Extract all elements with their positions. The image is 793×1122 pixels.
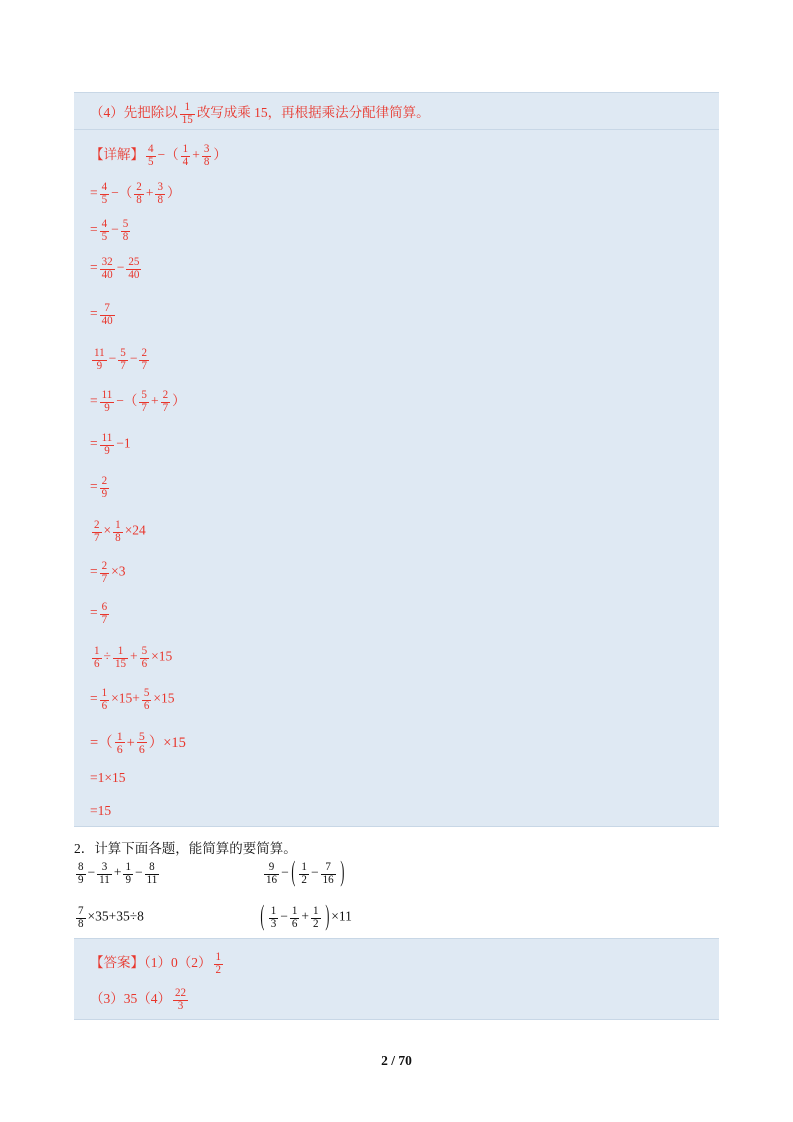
fraction: $\frac{4}{5}$ bbox=[148, 143, 154, 169]
solution-label: 【详解】 bbox=[90, 147, 144, 162]
page-footer bbox=[0, 1053, 793, 1069]
hint-line bbox=[90, 101, 430, 127]
answer-fraction: $\frac{22}{3}$ bbox=[175, 987, 187, 1013]
hint-fraction: $\frac{1}{15}$ bbox=[181, 101, 193, 127]
solution-step: = $\frac{7}{40}$ bbox=[90, 302, 113, 327]
answer-line bbox=[90, 951, 225, 977]
solution-step: =1×15 bbox=[90, 770, 126, 785]
solution-step: = $\frac{4}{5}$ −（ $\frac{2}{8}$ + $\frac{3}{8}$ ） bbox=[90, 181, 181, 207]
fraction: $\frac{1}{4}$ bbox=[182, 143, 189, 169]
answer-line2-prefix: （3）35（4） bbox=[90, 991, 171, 1006]
exercise-item: $\frac{8}{9}$ − $\frac{3}{11}$ + $\frac{1}{9}$ − $\frac{8}{11}$ bbox=[78, 861, 158, 886]
solution-step: = $\frac{2}{7}$ ×3 bbox=[90, 560, 126, 585]
divider bbox=[74, 129, 719, 130]
solution-step: = $\frac{6}{7}$ bbox=[90, 601, 108, 626]
page-number: 2 / 70 bbox=[381, 1053, 412, 1068]
fraction: $\frac{3}{8}$ bbox=[203, 143, 210, 169]
question-2-title: 2．计算下面各题，能简算的要简算。 bbox=[74, 841, 297, 856]
solution-step: = $\frac{2}{9}$ bbox=[90, 475, 108, 500]
solution-step: $\frac{11}{9}$ − $\frac{5}{7}$ − $\frac{2}{7}$ bbox=[94, 347, 147, 372]
solution-step: =15 bbox=[90, 803, 112, 818]
hint-prefix: （4）先把除以 bbox=[90, 105, 178, 120]
answer-line1-prefix: （1）0（2） bbox=[144, 955, 212, 970]
solution-step: = $\frac{11}{9}$ −（ $\frac{5}{7}$ + $\frac{2}{7}$ ） bbox=[90, 389, 186, 415]
solution-step: $\frac{1}{6}$ ÷ $\frac{1}{15}$ + $\frac{5}{6}$ ×15 bbox=[94, 645, 173, 670]
solution-step: $\frac{2}{7}$ × $\frac{1}{8}$ ×24 bbox=[94, 519, 146, 544]
exercise-item: ( $\frac{1}{3}$ − $\frac{1}{6}$ + $\frac{1}{2}$ ) ×11 bbox=[260, 900, 352, 933]
solution-step: = $\frac{32}{40}$ − $\frac{25}{40}$ bbox=[90, 256, 140, 281]
answer-label: 【答案】 bbox=[90, 955, 144, 970]
answer-block bbox=[74, 938, 719, 1020]
solution-step: = $\frac{4}{5}$ − $\frac{5}{8}$ bbox=[90, 218, 129, 243]
solution-step: = $\frac{1}{6}$ ×15+ $\frac{5}{6}$ ×15 bbox=[90, 687, 175, 712]
hint-suffix: 改写成乘 15，再根据乘法分配律简算。 bbox=[196, 105, 430, 120]
exercise-item: $\frac{7}{8}$ ×35+35÷8 bbox=[78, 905, 144, 930]
solution-step: 【详解】 $\frac{4}{5}$ −（ $\frac{1}{4}$ + $\frac{3}{8}$ ） bbox=[90, 143, 227, 169]
solution-step: = $\frac{11}{9}$ −1 bbox=[90, 432, 131, 457]
solution-block bbox=[74, 92, 719, 827]
answer-line bbox=[90, 987, 190, 1013]
solution-step: =（ $\frac{1}{6}$ + $\frac{5}{6}$ ）×15 bbox=[90, 729, 186, 757]
exercise-item: $\frac{9}{16}$ − ( $\frac{1}{2}$ − $\frac{7}{16}$ ) bbox=[266, 856, 344, 889]
answer-fraction: $\frac{1}{2}$ bbox=[215, 951, 222, 977]
